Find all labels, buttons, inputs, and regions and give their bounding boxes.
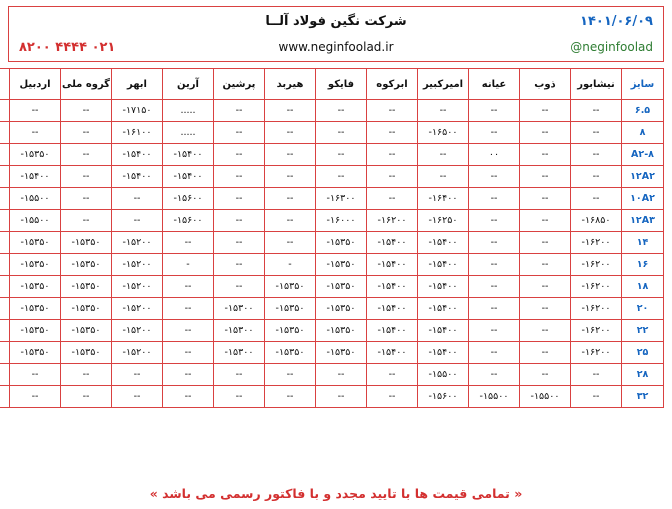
- cell-price: ۱۵۳۵۰-: [265, 298, 316, 320]
- cell-price: --: [112, 386, 163, 408]
- cell-price: --: [469, 298, 520, 320]
- cell-price: --: [61, 188, 112, 210]
- cell-price: ۱۵۳۵۰-: [10, 232, 61, 254]
- cell-price: --: [520, 122, 571, 144]
- cell-price: ۱۵۲۰۰-: [112, 342, 163, 364]
- cell-price: ۱۵۲۰۰-: [112, 254, 163, 276]
- cell-size: ۶.۵: [622, 100, 664, 122]
- cell-price: --: [418, 166, 469, 188]
- cell-price: ۱۵۳۵۰-: [316, 298, 367, 320]
- cell-size: ۸: [622, 122, 664, 144]
- cell-price: .....: [163, 122, 214, 144]
- header-date: ۱۴۰۱/۰۶/۰۹: [580, 13, 653, 29]
- cell-price: --: [469, 166, 520, 188]
- cell-price: --: [520, 166, 571, 188]
- cell-price: ۱۵۶۰۰-: [163, 188, 214, 210]
- website-url: www.neginfoolad.ir: [278, 40, 394, 54]
- cell-price: ۱۵۳۰۰-: [214, 342, 265, 364]
- cell-price: --: [214, 100, 265, 122]
- cell-price: [0, 342, 10, 364]
- cell-price: ۱۵۳۵۰-: [316, 276, 367, 298]
- column-header-abarkooh: ابرکوه: [367, 69, 418, 100]
- cell-price: --: [520, 210, 571, 232]
- table-row: [0, 320, 664, 342]
- cell-price: --: [163, 364, 214, 386]
- cell-price: ۱۵۴۰۰-: [367, 320, 418, 342]
- cell-price: ۱۵۴۰۰-: [367, 254, 418, 276]
- cell-price: --: [163, 276, 214, 298]
- cell-price: ۱۵۳۵۰-: [316, 320, 367, 342]
- cell-price: ۱۶۸۵۰-: [571, 210, 622, 232]
- cell-price: ۱۶۲۰۰-: [571, 342, 622, 364]
- cell-price: --: [112, 364, 163, 386]
- cell-price: --: [316, 100, 367, 122]
- cell-price: ۱۵۵۰۰-: [469, 386, 520, 408]
- cell-size: ۱۰A۲: [622, 188, 664, 210]
- cell-price: ۱۵۶۰۰-: [418, 386, 469, 408]
- cell-price: --: [10, 364, 61, 386]
- cell-price: [0, 144, 10, 166]
- cell-price: ۱۶۰۰۰-: [316, 210, 367, 232]
- cell-price: ۱۵۴۰۰-: [418, 320, 469, 342]
- cell-price: ۱۶۲۰۰-: [571, 254, 622, 276]
- cell-price: --: [61, 166, 112, 188]
- cell-price: ۱۵۳۵۰-: [61, 298, 112, 320]
- cell-price: ۱۵۳۵۰-: [316, 254, 367, 276]
- cell-size: ۱۲A۳: [622, 210, 664, 232]
- cell-price: ۱۵۵۰۰-: [10, 188, 61, 210]
- cell-price: --: [265, 210, 316, 232]
- cell-price: --: [520, 342, 571, 364]
- cell-price: ۱۵۴۰۰-: [10, 166, 61, 188]
- cell-price: --: [163, 320, 214, 342]
- cell-price: --: [265, 122, 316, 144]
- cell-price: --: [469, 100, 520, 122]
- cell-price: ۱۵۳۵۰-: [265, 342, 316, 364]
- cell-price: --: [265, 166, 316, 188]
- cell-price: [0, 320, 10, 342]
- cell-price: --: [520, 232, 571, 254]
- cell-price: --: [316, 386, 367, 408]
- cell-price: --: [163, 232, 214, 254]
- cell-price: ۱۵۳۵۰-: [61, 232, 112, 254]
- cell-price: --: [418, 144, 469, 166]
- cell-price: --: [520, 100, 571, 122]
- cell-price: ۱۵۴۰۰-: [367, 298, 418, 320]
- column-header-abhar: ابهر: [112, 69, 163, 100]
- cell-price: ۱۶۲۵۰-: [418, 210, 469, 232]
- cell-price: --: [367, 166, 418, 188]
- cell-price: --: [265, 188, 316, 210]
- cell-price: [0, 210, 10, 232]
- cell-size: ۱۶: [622, 254, 664, 276]
- cell-price: --: [265, 232, 316, 254]
- cell-price: --: [367, 364, 418, 386]
- cell-price: --: [214, 386, 265, 408]
- cell-price: [0, 298, 10, 320]
- cell-price: --: [265, 364, 316, 386]
- cell-size: ۸-A۲: [622, 144, 664, 166]
- cell-price: ۱۵۴۰۰-: [418, 232, 469, 254]
- cell-price: ۱۵۳۰۰-: [214, 298, 265, 320]
- column-header-pershin: پرشین: [214, 69, 265, 100]
- cell-price: --: [520, 364, 571, 386]
- cell-price: --: [469, 188, 520, 210]
- cell-price: --: [469, 364, 520, 386]
- cell-price: --: [571, 364, 622, 386]
- table-row: [0, 144, 664, 166]
- cell-price: --: [316, 166, 367, 188]
- cell-price: --: [316, 122, 367, 144]
- cell-price: ۱۵۳۵۰-: [10, 144, 61, 166]
- cell-price: ۰۰: [469, 144, 520, 166]
- table-row: [0, 298, 664, 320]
- column-header-goruh-melli: گروه ملی: [61, 69, 112, 100]
- column-header-size: سایز: [622, 69, 664, 100]
- column-header-amirkabir: امیرکبیر: [418, 69, 469, 100]
- cell-size: ۱۴: [622, 232, 664, 254]
- cell-price: --: [61, 100, 112, 122]
- table-header: [0, 69, 664, 100]
- cell-price: --: [571, 144, 622, 166]
- table-row: [0, 210, 664, 232]
- cell-price: ۱۵۳۵۰-: [61, 320, 112, 342]
- cell-price: [0, 364, 10, 386]
- cell-price: ۱۵۴۰۰-: [367, 232, 418, 254]
- company-title: شرکت نگین فولاد آ‌لـ‌ـا: [265, 13, 407, 29]
- cell-price: [0, 122, 10, 144]
- cell-price: [0, 100, 10, 122]
- cell-price: [0, 166, 10, 188]
- cell-price: ۱۵۲۰۰-: [112, 298, 163, 320]
- table-row: [0, 342, 664, 364]
- cell-price: ۱۵۲۰۰-: [112, 232, 163, 254]
- cell-price: --: [571, 386, 622, 408]
- cell-price: --: [316, 144, 367, 166]
- cell-price: [0, 254, 10, 276]
- table-row: [0, 232, 664, 254]
- cell-price: ۱۶۲۰۰-: [571, 320, 622, 342]
- cell-price: --: [520, 144, 571, 166]
- column-header-fayko: فایکو: [316, 69, 367, 100]
- cell-price: --: [520, 276, 571, 298]
- column-header-ardabil: اردبیل: [10, 69, 61, 100]
- column-header-ayaneh: عیانه: [469, 69, 520, 100]
- cell-size: ۱۸: [622, 276, 664, 298]
- cell-price: ۱۵۳۵۰-: [10, 298, 61, 320]
- table-body: [0, 100, 664, 408]
- cell-price: ۱۵۳۵۰-: [265, 276, 316, 298]
- table-row: [0, 276, 664, 298]
- cell-price: --: [214, 144, 265, 166]
- cell-price: --: [61, 364, 112, 386]
- cell-price: --: [163, 298, 214, 320]
- cell-price: --: [571, 122, 622, 144]
- cell-price: ۱۵۳۵۰-: [61, 254, 112, 276]
- cell-price: --: [367, 144, 418, 166]
- cell-price: ۱۶۲۰۰-: [571, 276, 622, 298]
- cell-size: ۲۲: [622, 320, 664, 342]
- cell-price: ۱۶۲۰۰-: [571, 232, 622, 254]
- cell-price: --: [112, 188, 163, 210]
- cell-price: --: [265, 386, 316, 408]
- table-header-row: [0, 69, 664, 100]
- cell-price: --: [469, 122, 520, 144]
- cell-price: --: [265, 100, 316, 122]
- cell-price: ۱۵۵۰۰-: [418, 364, 469, 386]
- cell-price: --: [571, 100, 622, 122]
- cell-price: ۱۵۳۵۰-: [10, 254, 61, 276]
- cell-price: --: [367, 188, 418, 210]
- cell-price: ۱۵۳۵۰-: [61, 276, 112, 298]
- cell-price: -: [265, 254, 316, 276]
- cell-price: --: [214, 254, 265, 276]
- footer-note: « تمامی قیمت ها با تایید مجدد و با فاکتور رسمی می باشد »: [149, 486, 523, 501]
- cell-price: --: [214, 188, 265, 210]
- cell-price: --: [214, 364, 265, 386]
- cell-price: --: [163, 386, 214, 408]
- table-row: [0, 386, 664, 408]
- cell-price: --: [10, 386, 61, 408]
- cell-price: --: [367, 386, 418, 408]
- cell-price: --: [10, 122, 61, 144]
- cell-price: ۱۵۴۰۰-: [418, 254, 469, 276]
- cell-price: ۱۶۱۰۰-: [112, 122, 163, 144]
- cell-price: .....: [163, 100, 214, 122]
- cell-price: ۱۵۲۰۰-: [112, 320, 163, 342]
- cell-price: --: [112, 210, 163, 232]
- cell-price: --: [61, 144, 112, 166]
- cell-price: ۱۶۵۰۰-: [418, 122, 469, 144]
- table-row: [0, 364, 664, 386]
- cell-price: ۱۵۳۰۰-: [214, 320, 265, 342]
- cell-price: --: [61, 386, 112, 408]
- cell-price: ۱۵۴۰۰-: [418, 298, 469, 320]
- column-header-hirbod: هیربد: [265, 69, 316, 100]
- cell-price: ۱۵۳۵۰-: [316, 232, 367, 254]
- cell-price: --: [469, 342, 520, 364]
- cell-price: --: [214, 122, 265, 144]
- cell-price: ۱۵۴۰۰-: [367, 276, 418, 298]
- cell-size: ۲۰: [622, 298, 664, 320]
- cell-price: --: [214, 210, 265, 232]
- cell-price: --: [214, 166, 265, 188]
- cell-price: ۱۵۴۰۰-: [163, 166, 214, 188]
- column-header-aryan: آرین: [163, 69, 214, 100]
- price-table-wrapper: [8, 68, 664, 408]
- cell-price: ۱۵۴۰۰-: [112, 144, 163, 166]
- header-top-row: [19, 8, 653, 34]
- cell-price: --: [469, 254, 520, 276]
- cell-price: --: [61, 210, 112, 232]
- header-bottom-row: [19, 34, 653, 60]
- cell-price: ۱۵۴۰۰-: [418, 276, 469, 298]
- cell-price: ۱۵۲۰۰-: [112, 276, 163, 298]
- column-header-motafarreqeh: [0, 69, 10, 100]
- cell-price: --: [61, 122, 112, 144]
- cell-price: ۱۵۳۵۰-: [316, 342, 367, 364]
- column-header-zob: ذوب: [520, 69, 571, 100]
- cell-price: ۱۶۲۰۰-: [367, 210, 418, 232]
- table-row: [0, 166, 664, 188]
- cell-price: ۱۵۴۰۰-: [418, 342, 469, 364]
- cell-price: --: [520, 298, 571, 320]
- cell-price: ۱۵۴۰۰-: [367, 342, 418, 364]
- cell-price: --: [367, 122, 418, 144]
- cell-price: --: [469, 276, 520, 298]
- cell-price: --: [214, 232, 265, 254]
- cell-price: ۱۵۳۵۰-: [61, 342, 112, 364]
- cell-price: --: [10, 100, 61, 122]
- cell-price: --: [520, 320, 571, 342]
- cell-price: --: [571, 166, 622, 188]
- cell-price: ۱۵۵۰۰-: [10, 210, 61, 232]
- cell-price: ۱۵۴۰۰-: [163, 144, 214, 166]
- cell-price: [0, 232, 10, 254]
- cell-price: --: [418, 100, 469, 122]
- cell-price: --: [367, 100, 418, 122]
- cell-price: ۱۵۳۵۰-: [265, 320, 316, 342]
- cell-size: ۲۵: [622, 342, 664, 364]
- document-header: [8, 6, 664, 62]
- cell-price: -: [163, 254, 214, 276]
- cell-price: --: [316, 364, 367, 386]
- cell-size: ۱۲A۲: [622, 166, 664, 188]
- cell-price: ۱۵۳۵۰-: [10, 342, 61, 364]
- cell-price: [0, 276, 10, 298]
- cell-price: ۱۶۲۰۰-: [571, 298, 622, 320]
- cell-price: ۱۵۳۵۰-: [10, 276, 61, 298]
- cell-price: --: [469, 320, 520, 342]
- phone-number: ۰۲۱ ۴۴۴۴ ۸۲۰۰: [19, 39, 116, 55]
- cell-price: ۱۷۱۵۰-: [112, 100, 163, 122]
- cell-price: [0, 386, 10, 408]
- table-row: [0, 100, 664, 122]
- cell-price: ۱۵۴۰۰-: [112, 166, 163, 188]
- cell-size: ۲۸: [622, 364, 664, 386]
- cell-price: ۱۵۳۵۰-: [10, 320, 61, 342]
- cell-price: --: [520, 254, 571, 276]
- instagram-handle: @neginfoolad: [570, 40, 653, 54]
- cell-price: --: [520, 188, 571, 210]
- cell-size: ۳۲: [622, 386, 664, 408]
- cell-price: ۱۵۶۰۰-: [163, 210, 214, 232]
- cell-price: --: [214, 276, 265, 298]
- cell-price: [0, 188, 10, 210]
- cell-price: --: [469, 232, 520, 254]
- table-row: [0, 188, 664, 210]
- cell-price: --: [163, 342, 214, 364]
- column-header-neyshabur: نیشابور: [571, 69, 622, 100]
- cell-price: --: [265, 144, 316, 166]
- cell-price: ۱۶۳۰۰-: [316, 188, 367, 210]
- cell-price: --: [469, 210, 520, 232]
- cell-price: --: [571, 188, 622, 210]
- cell-price: ۱۵۵۰۰-: [520, 386, 571, 408]
- cell-price: ۱۶۴۰۰-: [418, 188, 469, 210]
- price-table: [0, 68, 664, 408]
- table-row: [0, 254, 664, 276]
- table-row: [0, 122, 664, 144]
